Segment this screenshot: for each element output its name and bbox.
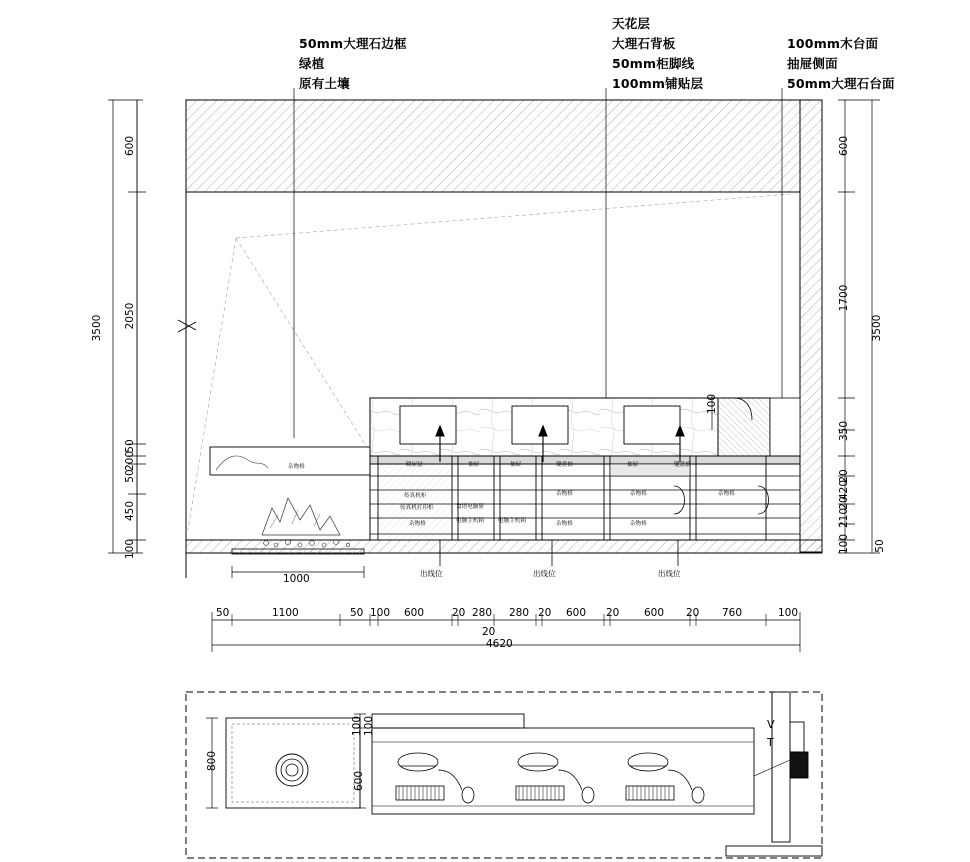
right-dim-50: 50: [874, 539, 886, 553]
left-dim-600: 600: [124, 135, 136, 157]
cabinet-label-drawer-2: 抽屉: [510, 462, 522, 468]
planter-dim-1000: 1000: [283, 573, 310, 585]
bottom-dim-20d: 20: [686, 607, 700, 619]
top-label-2-line-4: 100mm铺贴层: [612, 76, 704, 91]
cabinet-label-keyboard-2: 键盘抽: [674, 462, 691, 468]
right-dim-210: 210: [838, 507, 850, 529]
tv-label-t: T: [767, 736, 774, 749]
top-label-1-line-3: 原有土壤: [299, 76, 350, 91]
bottom-dim-280a: 280: [472, 607, 493, 619]
wood-panel: [718, 398, 770, 456]
cabinet-label-recipe-pc: 食谱电脑屉: [456, 504, 484, 510]
bottom-dim-20c: 20: [606, 607, 620, 619]
cabinet-label-keyboard-1: 键盘抽: [556, 462, 573, 468]
bottom-dim-20b: 20: [538, 607, 552, 619]
right-dim-3500: 3500: [871, 314, 883, 342]
bottom-dim-100a: 100: [370, 607, 391, 619]
outlet-label-3: 出线位: [658, 569, 681, 578]
right-dim-20b: 20: [838, 469, 850, 483]
shelf-label-left: 杂物格: [288, 464, 305, 470]
right-dim-600: 600: [838, 135, 850, 157]
bottom-total: 4620: [486, 638, 513, 650]
bottom-dim-1100: 1100: [272, 607, 299, 619]
cabinet-label-misc-1: 杂物格: [409, 521, 426, 527]
side-panel: [770, 398, 800, 456]
cabinet-label-pc-1: 电脑主机箱: [456, 518, 484, 524]
cabinet-label-fax: 传真机柜: [404, 493, 427, 499]
outlet-label-2: 出线位: [533, 569, 556, 578]
right-dim-1700: 1700: [838, 284, 850, 312]
bottom-dim-50a: 50: [216, 607, 230, 619]
cabinet-label-fax-printer: 传真机打印柜: [400, 505, 434, 511]
bottom-dim-600c: 600: [644, 607, 665, 619]
bottom-dim-100b: 100: [778, 607, 799, 619]
left-dim-450: 450: [124, 500, 136, 522]
bottom-dim-50b: 50: [350, 607, 364, 619]
top-label-2-line-3: 50mm柜脚线: [612, 56, 695, 71]
desk-countertop: [370, 456, 800, 464]
plan-view: [186, 692, 822, 858]
top-label-3-line-2: 抽屉侧面: [787, 56, 838, 71]
cabinet-label-misc-3: 杂物格: [556, 521, 573, 527]
bottom-total-small: 20: [482, 626, 496, 638]
bottom-dim-280b: 280: [509, 607, 530, 619]
plan-dim-800: 800: [206, 750, 218, 772]
top-label-1-line-2: 绿植: [299, 56, 325, 71]
cabinet-label-drawer-3: 抽屉: [627, 462, 639, 468]
top-label-2-line-2: 大理石背板: [612, 36, 676, 51]
top-label-3-line-3: 50mm大理石台面: [787, 76, 895, 91]
plan-dim-600: 600: [353, 770, 365, 792]
top-label-3-line-1: 100mm木台面: [787, 36, 879, 51]
tv-label-v: V: [767, 718, 775, 731]
top-label-2-line-1: 天花层: [612, 16, 651, 31]
cabinet-top-dim-100: 100: [706, 393, 718, 415]
cabinet-label-misc-6: 杂物格: [718, 491, 735, 497]
cabinet-label-misc-4: 杂物格: [630, 491, 647, 497]
left-dim-2050: 2050: [124, 302, 136, 330]
bottom-dim-600a: 600: [404, 607, 425, 619]
cabinet-label-misc-2: 杂物格: [556, 491, 573, 497]
monitors: [400, 406, 680, 444]
right-dim-100: 100: [838, 533, 850, 555]
cabinet-label-warmer: 暖屉层: [406, 462, 423, 468]
left-dim-3500: 3500: [91, 314, 103, 342]
bottom-dim-20a: 20: [452, 607, 466, 619]
top-label-1-line-1: 50mm大理石边框: [299, 36, 407, 51]
left-dim-100: 100: [124, 538, 136, 560]
bottom-dim-760: 760: [722, 607, 743, 619]
left-dim-50b: 50: [124, 469, 136, 483]
cabinet-label-pc-2: 电脑主机箱: [498, 518, 526, 524]
right-dim-350: 350: [838, 420, 850, 442]
cabinet-label-drawer-1: 抽屉: [468, 462, 480, 468]
cabinet-label-misc-5: 杂物格: [630, 521, 647, 527]
bottom-dim-600b: 600: [566, 607, 587, 619]
left-dim-50a: 50: [124, 439, 136, 453]
right-dim-20a: 20: [838, 496, 850, 510]
left-dim-200: 200: [124, 450, 136, 472]
plan-dim-100b: 100: [363, 715, 375, 737]
right-dim-420: 420: [838, 479, 850, 501]
outlet-label-1: 出线位: [420, 569, 443, 578]
plan-dim-100a: 100: [351, 715, 363, 737]
